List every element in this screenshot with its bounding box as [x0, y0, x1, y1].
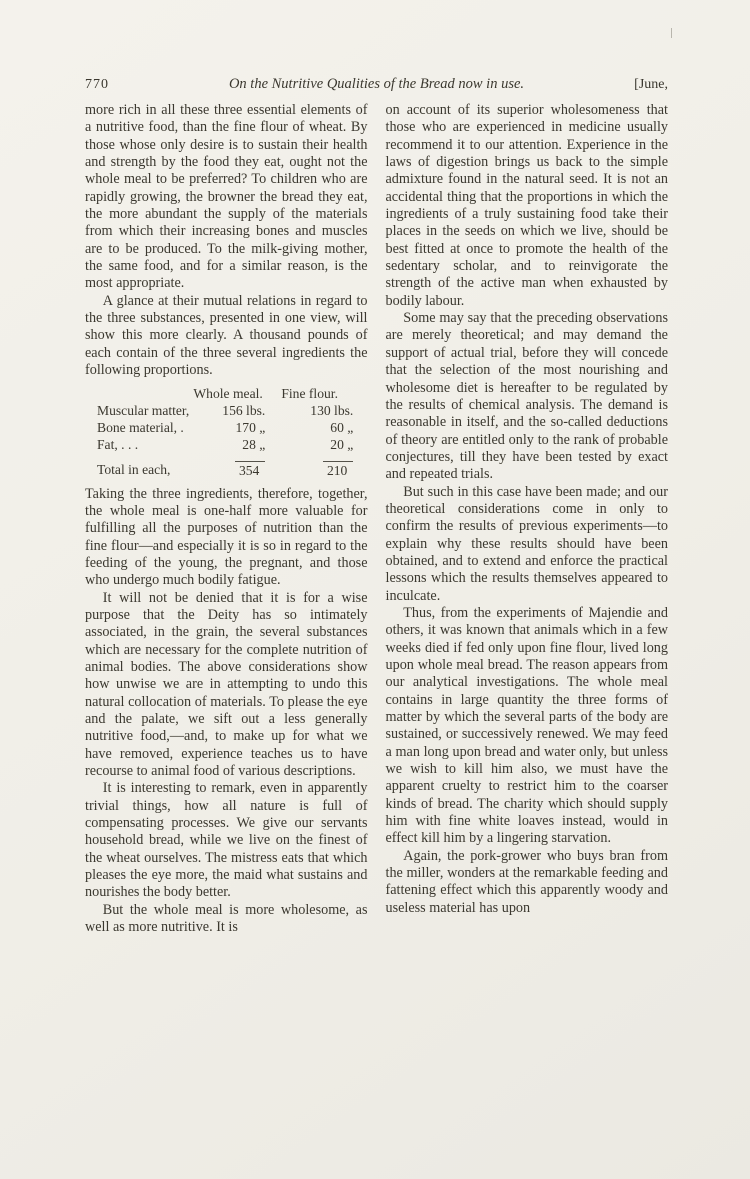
whole-meal-value: 156 lbs.: [222, 402, 266, 418]
issue-label: [June,: [634, 77, 668, 92]
table-header-fine-flour: Fine flour.: [281, 385, 338, 401]
table-header-whole-meal: Whole meal.: [193, 385, 263, 401]
paragraph: on account of its superior wholesomeness that those who are experienced in medicine usually recommend it to our attention. Experience in the laws of digestion brings us back to the simple admixture found in the natural seed. It is not an accidental thing that the proportions in which the ingredients of a truly sustaining food take their places in the seeds on which we live, should be best fitted at once to promote the health of the sedentary scholar, and to reinvigorate the strength of the active man when exhausted by bodily labour.: [385, 102, 668, 309]
page-title: On the Nutritive Qualities of the Bread now in use.: [228, 76, 525, 92]
row-label: Fat, . . .: [97, 436, 139, 452]
text-columns: [85, 102, 668, 936]
paragraph: Thus, from the experiments of Majendie and others, it was known that animals which in a few weeks died if fed only upon fine flour, lived long upon whole meal bread. The reason appears from our analytical investigations. The whole meal contains in large quantity the three forms of matter by which the several parts of the body are sustained, or successively renewed. We may feed a man long upon bread and water only, but unless we wish to kill him also, we must have the apparent cruelty to restrict him to the coarser kinds of bread. The charity which should supply him with fine white loaves instead, would in effect kill him by a lingering starvation.: [385, 604, 668, 847]
row-label: Bone material, .: [97, 419, 184, 435]
table-total-row: [95, 453, 367, 479]
fine-flour-value: 130 lbs.: [310, 402, 354, 418]
paragraph: A glance at their mutual relations in regard to the three substances, presented in one view, will show this more clearly. A thousand pounds of each contain of the three several ingredients the following proportions.: [85, 292, 368, 379]
scan-artifact-mark: [671, 28, 672, 38]
paragraph: It will not be denied that it is for a wise purpose that the Deity has so intimately associated, in the grain, the several substances which are necessary for the complete nutrition of animal bodies. The above considerations show how unwise we are in attempting to undo this natural collocation of materials. To please the eye and the palate, we sift out a less generally nutritive food,—and, to make up for what we have removed, experience teaches us to have recourse to animal food of various descriptions.: [85, 589, 368, 779]
page-number: 770: [85, 77, 109, 92]
fine-flour-total: 210: [279, 453, 367, 479]
fine-flour-value: 20 „: [330, 436, 354, 452]
paragraph: Some may say that the preceding observations are merely theoretical; and may demand the support of actual trial, before they will concede that the selection of the most nourishing and wholesome diet is hereafter to be regulated by the results of chemical analysis. The demand is reasonable in itself, and the so-called deductions of theory are entitled only to the rank of probable conjectures, till they have been tested by exact and repeated trials.: [385, 310, 668, 483]
left-column: [85, 102, 368, 936]
whole-meal-total: 354: [191, 453, 279, 479]
table-header-empty: [95, 385, 191, 402]
paragraph: Again, the pork-grower who buys bran from the miller, wonders at the remarkable feeding and fattening effect which this apparently woody and useless material has upon: [385, 847, 668, 916]
table-row: [95, 419, 367, 436]
whole-meal-value: 170 „: [235, 419, 266, 435]
table-header-row: [95, 385, 367, 402]
paragraph: It is interesting to remark, even in apparently trivial things, how all nature is full of compensating processes. We give our servants household bread, while we live on the finest of the wheat ourselves. The mistress eats that which pleases the eye more, the maid what sustains and nourishes the body better.: [85, 780, 368, 901]
right-column: [386, 102, 669, 936]
row-label: Muscular matter,: [97, 402, 190, 418]
paragraph: Taking the three ingredients, therefore, together, the whole meal is one-half more valuable for fulfilling all the purposes of nutrition than the fine flour—and especially it is so in regard to the feeding of the young, the pregnant, and those who undergo much bodily fatigue.: [85, 485, 368, 589]
running-head: [85, 76, 668, 93]
paragraph: But the whole meal is more wholesome, as well as more nutritive. It is: [85, 901, 368, 936]
whole-meal-value: 28 „: [242, 436, 266, 452]
total-label: Total in each,: [97, 462, 171, 477]
paragraph: But such in this case have been made; and our theoretical considerations come in only to confirm the results of previous experiments—to explain why these results should have been obtained, and to extend and enforce the practical lessons which the results themselves appeared to inculcate.: [385, 483, 668, 604]
table-row: [95, 402, 367, 419]
table-row: [95, 436, 367, 453]
paragraph: more rich in all these three essential elements of a nutritive food, than the fine flour of wheat. By those whose only desire is to sustain their health and strength by the food they eat, ought not the whole meal to be preferred? To children who are rapidly growing, the browner the bread they eat, the more abundant the supply of the materials from which their increasing bones and muscles are to be produced. To the milk-giving mother, the same food, and for a similar reason, is the most appropriate.: [85, 102, 368, 292]
proportions-table: [95, 385, 367, 479]
fine-flour-value: 60 „: [330, 419, 354, 435]
